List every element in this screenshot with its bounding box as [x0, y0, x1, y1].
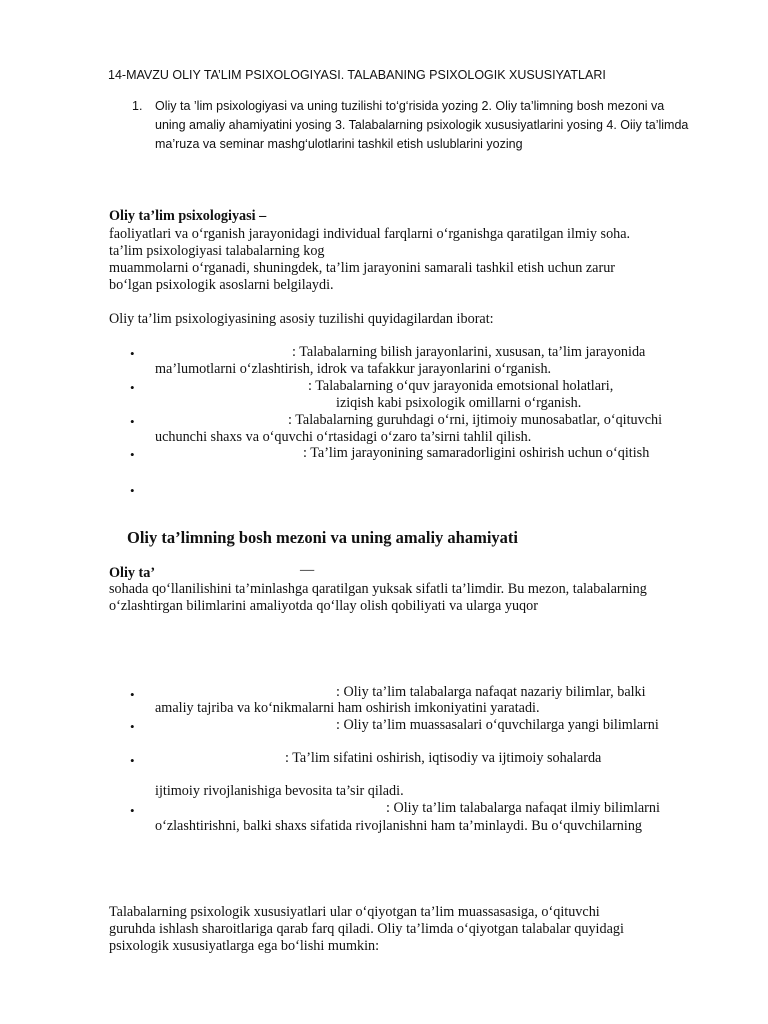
- section1-definition-line-2: ta’lim psixologiyasi talabalarning kog: [109, 243, 325, 259]
- question-line-2: uning amaliy ahamiyatini yosing 3. Talabalarning psixologik xususiyatlarini yosing 4. Oiiy ta’limda: [155, 118, 689, 132]
- question-number: 1.: [132, 99, 143, 113]
- bullet-marker: •: [130, 803, 135, 818]
- section2-definition-line-2: o‘zlashtirgan bilimlarini amaliyotda qo‘llay olish qobiliyati va ularga yuqor: [109, 598, 538, 614]
- section2-term: Oliy ta’: [109, 565, 156, 581]
- bullet-marker: •: [130, 346, 135, 361]
- section1-structure-intro: Oliy ta’lim psixologiyasining asosiy tuzilishi quyidagilardan iborat:: [109, 311, 494, 327]
- s1-bullet-2-line-1: : Talabalarning o‘quv jarayonida emotsional holatlari,: [308, 378, 614, 394]
- bullet-marker: •: [130, 719, 135, 734]
- question-line-1: Oliy ta ’lim psixologiyasi va uning tuzilishi to‘g‘risida yozing 2. Oliy ta’limning bosh mezoni va: [155, 99, 665, 113]
- s1-bullet-1-line-1: : Talabalarning bilish jarayonlarini, xususan, ta’lim jarayonida: [292, 344, 646, 360]
- s1-bullet-4-line-1: : Ta’lim jarayonining samaradorligini oshirish uchun o‘qitish: [303, 445, 650, 461]
- s2-bullet-3-line-1: : Ta’lim sifatini oshirish, iqtisodiy va ijtimoiy sohalarda: [285, 750, 602, 766]
- section2-dash: —: [300, 562, 315, 578]
- s2-bullet-4-line-2: o‘zlashtirishni, balki shaxs sifatida rivojlanishni ham ta’minlaydi. Bu o‘quvchilarning: [155, 818, 643, 834]
- question-line-3: ma’ruza va seminar mashg‘ulotlarini tashkil etish uslublarini yozing: [155, 137, 523, 151]
- section3-line-1: Talabalarning psixologik xususiyatlari ular o‘qiyotgan ta’lim muassasasiga, o‘qituvchi: [109, 904, 600, 920]
- document-heading: 14-MAVZU OLIY TA’LIM PSIXOLOGIYASI. TALABANING PSIXOLOGIK XUSUSIYATLARI: [108, 68, 606, 82]
- section1-definition-line-3: muammolarni o‘rganadi, shuningdek, ta’lim jarayonini samarali tashkil etish uchun zarur: [109, 260, 616, 276]
- bullet-marker: •: [130, 380, 135, 395]
- s2-bullet-4-line-1: : Oliy ta’lim talabalarga nafaqat ilmiy bilimlarni: [386, 800, 660, 816]
- section3-line-3: psixologik xususiyatlarga ega bo‘lishi mumkin:: [109, 938, 380, 954]
- bullet-marker: •: [130, 753, 135, 768]
- section2-definition-line-1: sohada qo‘llanilishini ta’minlashga qaratilgan yuksak sifatli ta’limdir. Bu mezon, talabalarning: [109, 581, 647, 597]
- s1-bullet-3-line-2: uchunchi shaxs va o‘quvchi o‘rtasidagi o‘zaro ta’sirni tahlil qilish.: [155, 429, 532, 445]
- s2-bullet-1-line-1: : Oliy ta’lim talabalarga nafaqat nazariy bilimlar, balki: [336, 684, 646, 700]
- s2-bullet-1-line-2: amaliy tajriba va ko‘nikmalarni ham oshirish imkoniyatini yaratadi.: [155, 700, 540, 716]
- bullet-marker: •: [130, 414, 135, 429]
- section1-definition-line-1: faoliyatlari va o‘rganish jarayonidagi individual farqlarni o‘rganishga qaratilgan ilmiy soha.: [109, 226, 631, 242]
- bullet-marker: •: [130, 447, 135, 462]
- s2-bullet-2-line-1: : Oliy ta’lim muassasalari o‘quvchilarga yangi bilimlarni: [336, 717, 659, 733]
- section1-definition-line-4: bo‘lgan psixologik asoslarni belgilaydi.: [109, 277, 334, 293]
- s1-bullet-2-line-2: iziqish kabi psixologik omillarni o‘rganish.: [336, 395, 582, 411]
- section2-title: Oliy ta’limning bosh mezoni va uning amaliy ahamiyati: [127, 528, 519, 547]
- section1-term: Oliy ta’lim psixologiyasi –: [109, 208, 267, 224]
- s2-bullet-3-line-2: ijtimoiy rivojlanishiga bevosita ta’sir qiladi.: [155, 783, 404, 799]
- bullet-marker: •: [130, 483, 135, 498]
- s1-bullet-3-line-1: : Talabalarning guruhdagi o‘rni, ijtimoiy munosabatlar, o‘qituvchi: [288, 412, 663, 428]
- s1-bullet-1-line-2: ma’lumotlarni o‘zlashtirish, idrok va tafakkur jarayonlarini o‘rganish.: [155, 361, 552, 377]
- section3-line-2: guruhda ishlash sharoitlariga qarab farq qiladi. Oliy ta’limda o‘qiyotgan talabalar quyidagi: [109, 921, 624, 937]
- bullet-marker: •: [130, 687, 135, 702]
